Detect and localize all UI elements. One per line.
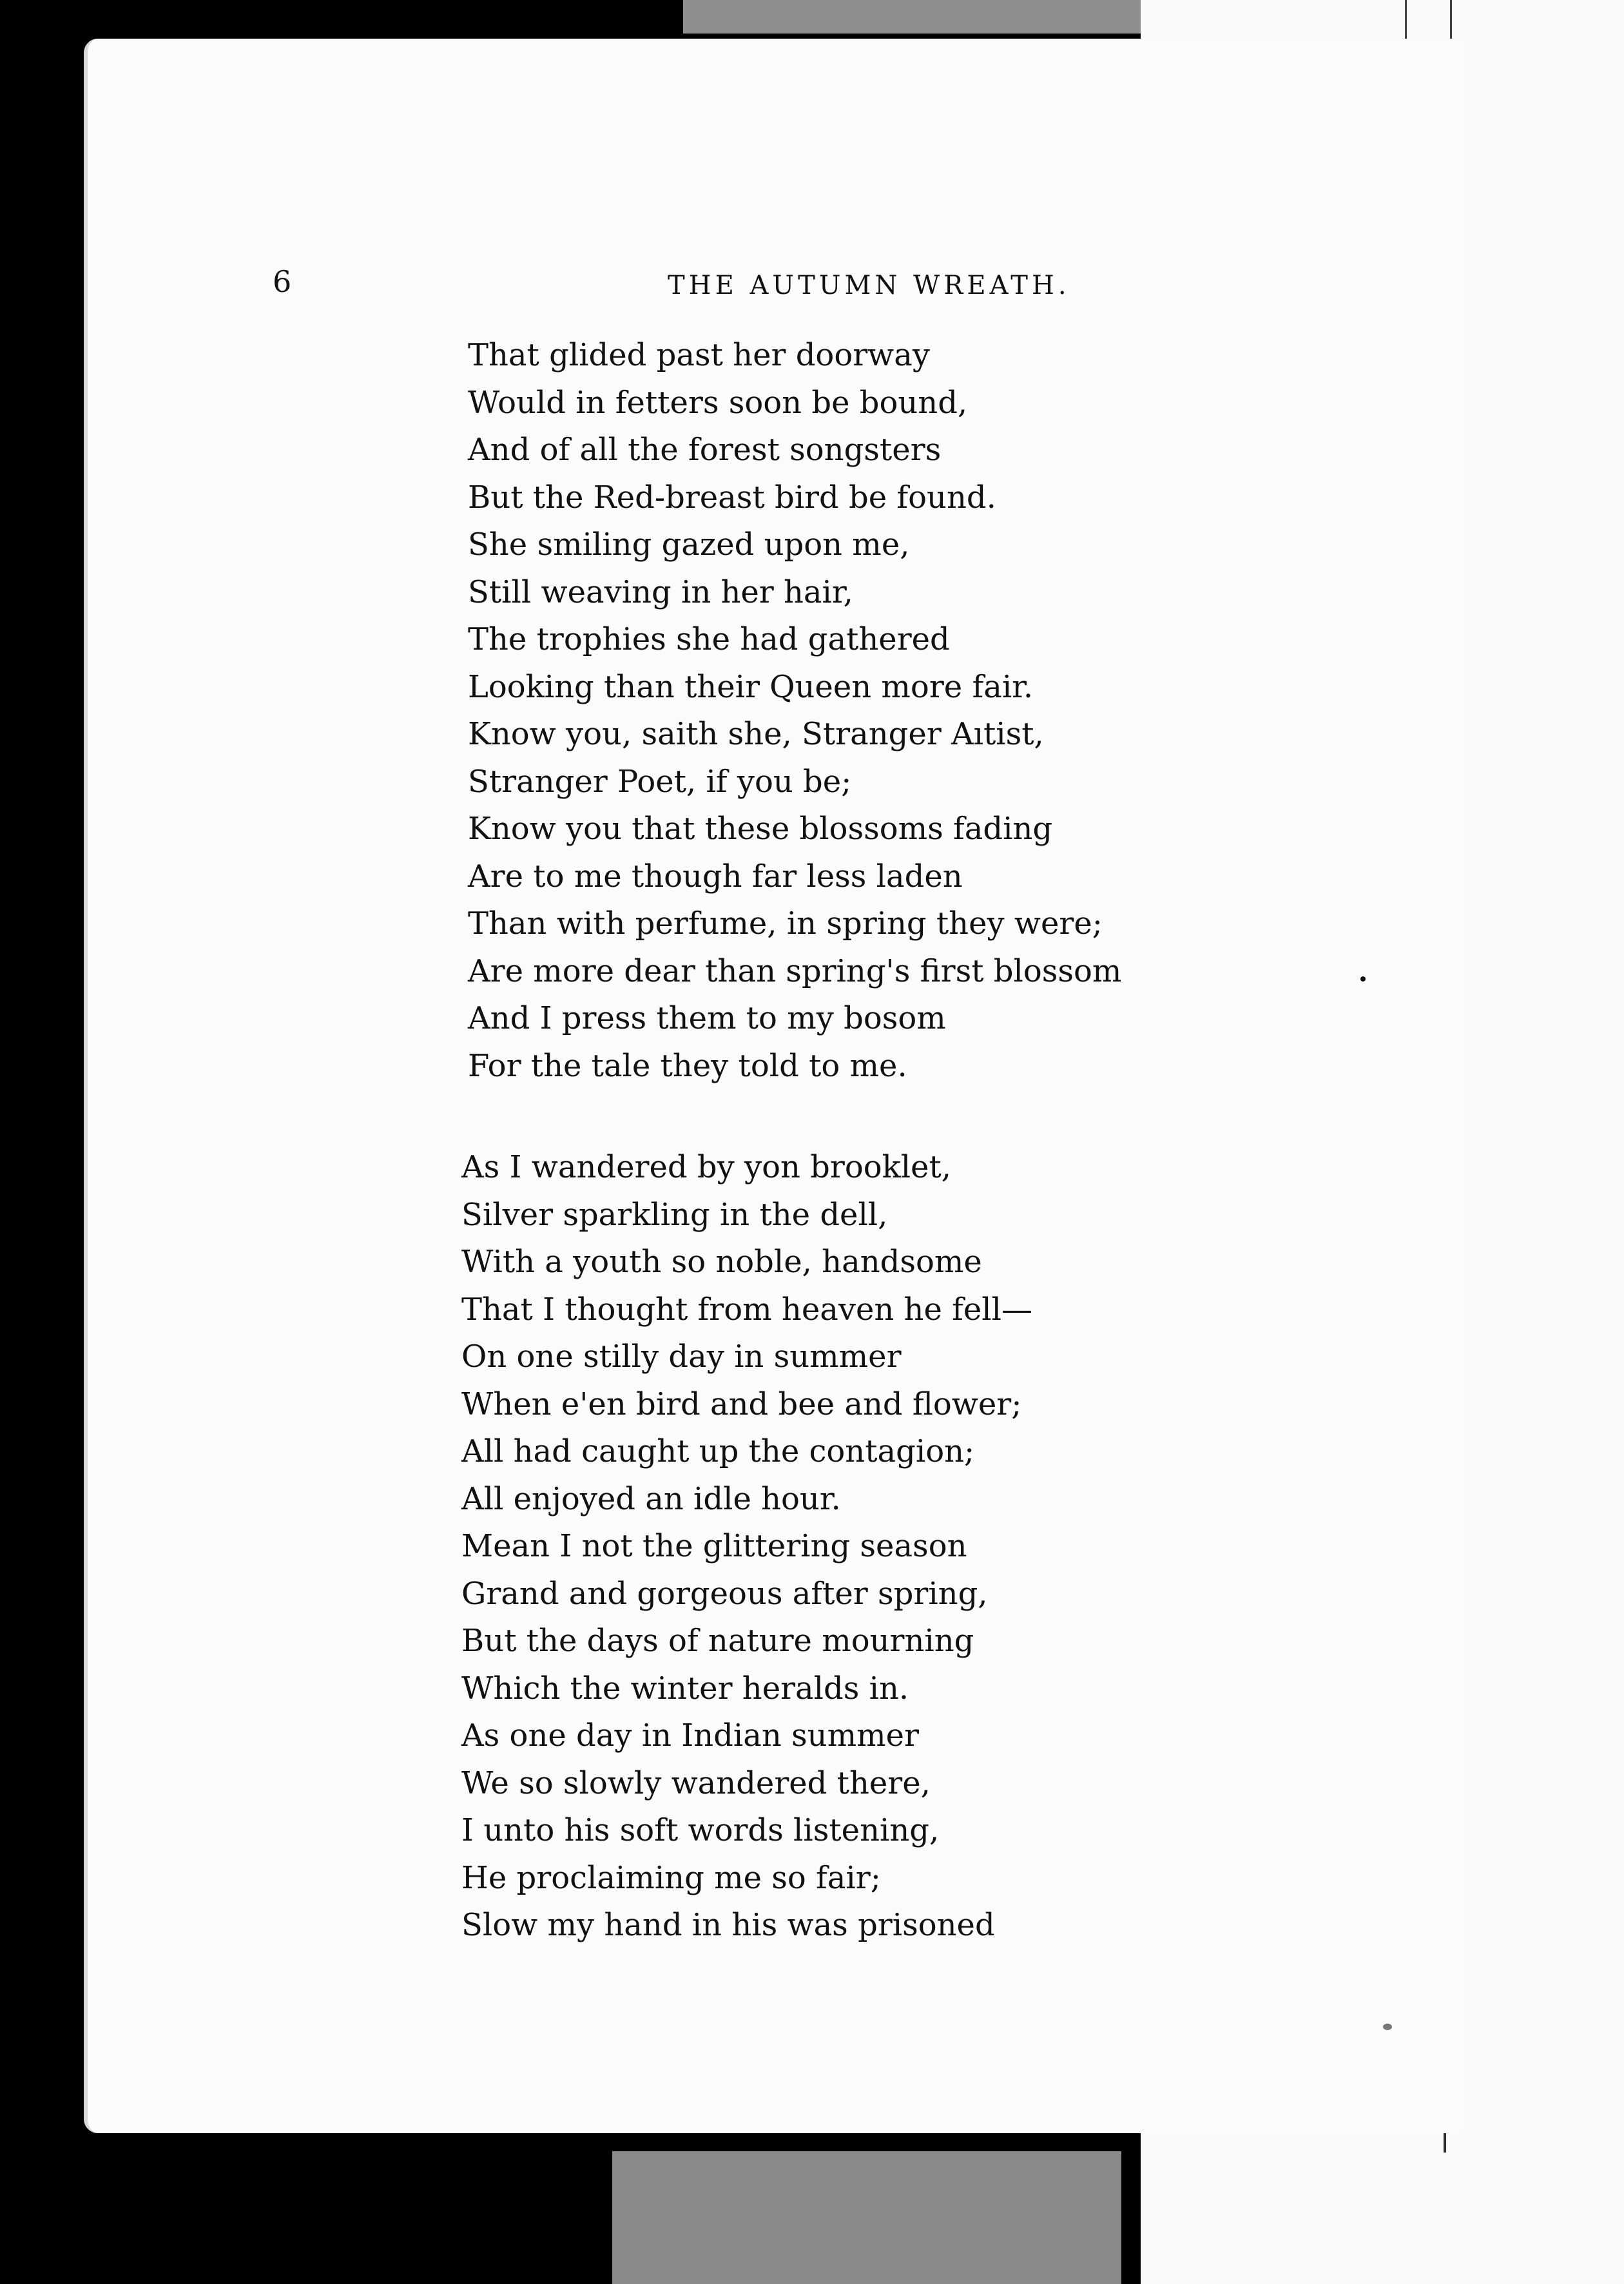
poem-line: All enjoyed an idle hour. [461, 1480, 841, 1517]
scan-bar-top [683, 0, 1141, 34]
poem-line: As I wandered by yon brooklet, [461, 1149, 952, 1185]
scan-edge-mark [1405, 0, 1407, 39]
poem-line: Mean I not the glittering season [461, 1528, 967, 1564]
ink-speck [1383, 2024, 1392, 2030]
poem-line: She smiling gazed upon me, [468, 527, 910, 563]
page-number: 6 [273, 264, 292, 299]
poem-line: That glided past her doorway [468, 337, 930, 373]
poem-line: Would in fetters soon be bound, [468, 384, 968, 421]
poem-line: Grand and gorgeous after spring, [461, 1575, 988, 1612]
poem-line: That I thought from heaven he fell— [461, 1291, 1032, 1328]
ink-speck [1360, 976, 1366, 982]
stanza [461, 1144, 1032, 1950]
poem-line: Which the winter heralds in. [461, 1670, 909, 1707]
poem-line: On one stilly day in summer [461, 1339, 902, 1375]
poem-line: We so slowly wandered there, [461, 1765, 931, 1801]
poem-line: But the Red-breast bird be found. [468, 479, 996, 516]
running-head: THE AUTUMN WREATH. [668, 271, 1070, 300]
poem-line: All had caught up the contagion; [461, 1433, 975, 1469]
poem-line: Still weaving in her hair, [468, 574, 853, 610]
book-page [84, 39, 1463, 2133]
poem-line: And of all the forest songsters [468, 432, 942, 468]
stanza [468, 332, 1121, 1090]
poem-line: Than with perfume, in spring they were; [468, 905, 1103, 942]
poem-line: Silver sparkling in the dell, [461, 1196, 888, 1233]
poem-line: With a youth so noble, handsome [461, 1244, 982, 1280]
scan-edge-mark [1450, 0, 1452, 39]
poem-line: But the days of nature mourning [461, 1623, 974, 1659]
poem-line: And I press them to my bosom [468, 1000, 946, 1036]
scan-bar-bottom [612, 2151, 1121, 2284]
poem-line: Slow my hand in his was prisoned [461, 1907, 995, 1943]
poem-line: Know you that these blossoms fading [468, 811, 1053, 847]
poem-line: Are to me though far less laden [468, 858, 963, 895]
poem-line: When e'en bird and bee and flower; [461, 1386, 1022, 1422]
poem-line: Are more dear than spring's first blossom [468, 953, 1122, 989]
poem-line: Know you, saith she, Stranger Aıtist, [468, 716, 1044, 752]
poem-line: As one day in Indian summer [461, 1718, 919, 1754]
poem-line: Stranger Poet, if you be; [468, 763, 852, 800]
poem-line: Looking than their Queen more fair. [468, 668, 1034, 705]
poem-line: For the tale they told to me. [468, 1047, 907, 1084]
poem-line: The trophies she had gathered [468, 621, 950, 657]
poem-line: I unto his soft words listening, [461, 1812, 940, 1848]
poem-line: He proclaiming me so fair; [461, 1859, 881, 1896]
